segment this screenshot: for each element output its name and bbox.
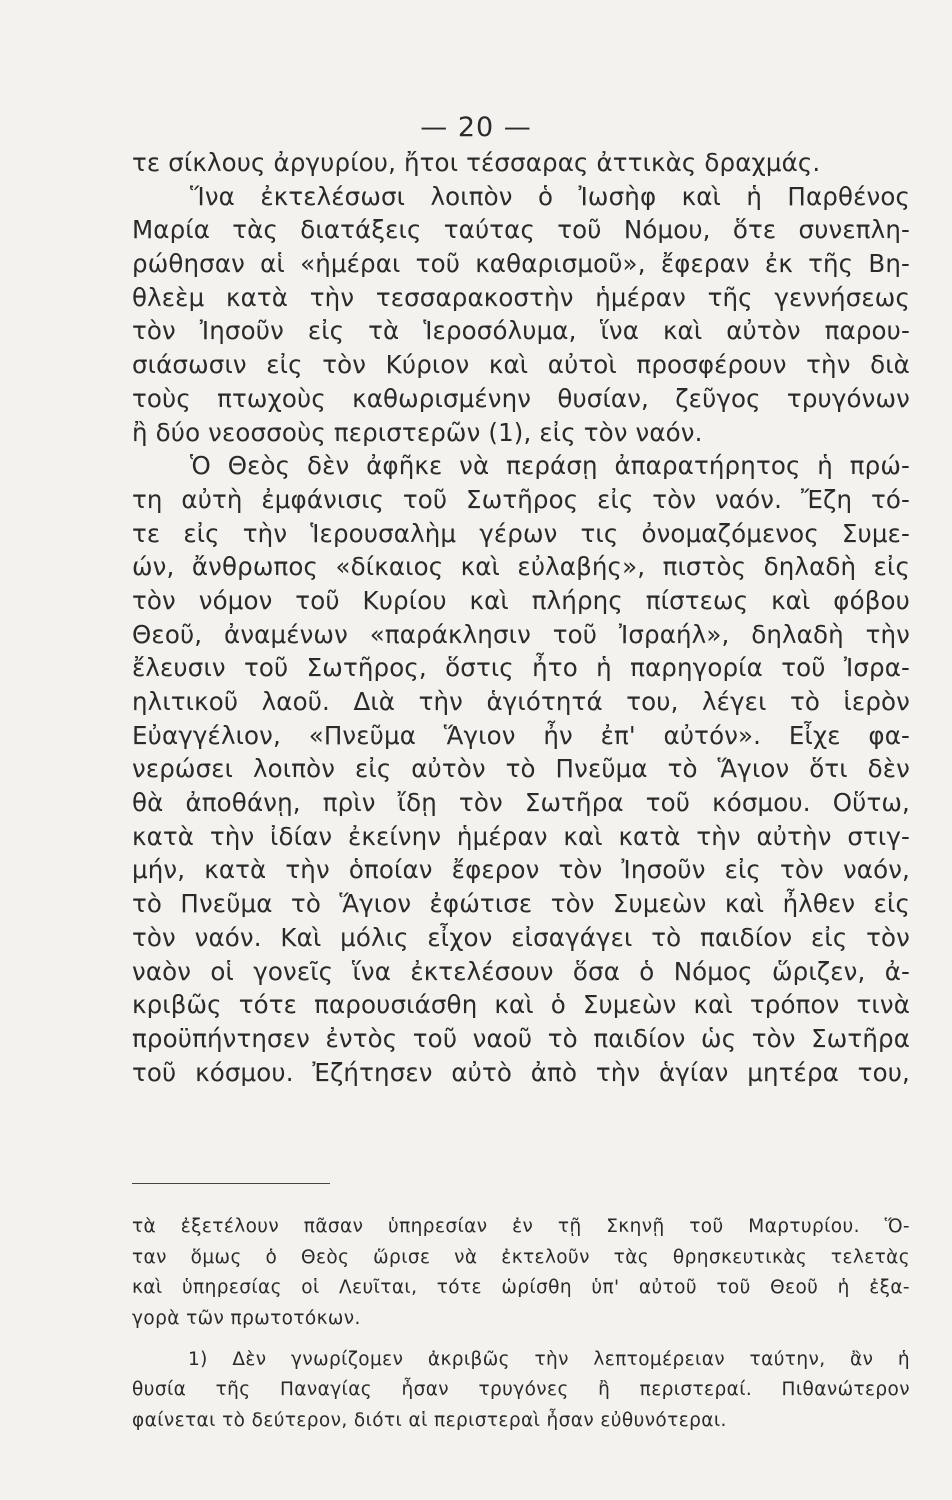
footnote-line: τὰ ἐξετέλουν πᾶσαν ὑπηρεσίαν ἐν τῇ Σκηνῇ τοῦ Μαρτυρίου. Ὅ- xyxy=(132,1216,910,1237)
text-line: ών, ἄνθρωπος «δίκαιος καὶ εὐλαβής», πιστὸς δηλαδὴ εἰς xyxy=(132,552,910,582)
body-text xyxy=(132,146,910,1089)
text-line: Θεοῦ, ἀναμένων «παράκλησιν τοῦ Ἰσραήλ», δηλαδὴ τὴν xyxy=(132,619,910,649)
footnote-line: γορὰ τῶν πρωτοτόκων. xyxy=(132,1308,361,1330)
text-line: τε εἰς τὴν Ἱερουσαλὴμ γέρων τις ὀνομαζόμενος Συμε- xyxy=(132,518,910,548)
text-line: ρώθησαν αἱ «ἡμέραι τοῦ καθαρισμοῦ», ἔφεραν ἐκ τῆς Βη- xyxy=(132,249,910,279)
text-line: νερώσει λοιπὸν εἰς αὐτὸν τὸ Πνεῦμα τὸ Ἅγιον ὅτι δὲν xyxy=(132,754,910,784)
text-line: θὰ ἀποθάνῃ, πρὶν ἴδῃ τὸν Σωτῆρα τοῦ κόσμου. Οὕτω, xyxy=(132,788,910,818)
footnotes xyxy=(132,1212,910,1437)
text-line: θλεὲμ κατὰ τὴν τεσσαρακοστὴν ἡμέραν τῆς γεννήσεως xyxy=(132,282,910,312)
text-line: τη αὐτὴ ἐμφάνισις τοῦ Σωτῆρος εἰς τὸν ναόν. Ἔζη τό- xyxy=(132,484,910,514)
page-number: — 20 — xyxy=(420,112,532,143)
text-line: τὸ Πνεῦμα τὸ Ἅγιον ἐφώτισε τὸν Συμεὼν καὶ ἦλθεν εἰς xyxy=(132,889,910,919)
text-line: τὸν ναόν. Καὶ μόλις εἶχον εἰσαγάγει τὸ παιδίον εἰς τὸν xyxy=(132,922,910,952)
text-line: σιάσωσιν εἰς τὸν Κύριον καὶ αὐτοὶ προσφέρουν τὴν διὰ xyxy=(132,350,910,380)
footnote-line: ταν ὅμως ὁ Θεὸς ὥρισε νὰ ἐκτελοῦν τὰς θρησκευτικὰς τελετὰς xyxy=(132,1246,910,1268)
text-line: τὸν νόμον τοῦ Κυρίου καὶ πλήρης πίστεως καὶ φόβου xyxy=(132,585,910,615)
footnote-divider xyxy=(132,1183,330,1184)
text-line: τὸν Ἰησοῦν εἰς τὰ Ἱεροσόλυμα, ἵνα καὶ αὐτὸν παρου- xyxy=(132,316,910,346)
text-line: ἢ δύο νεοσσοὺς περιστερῶν (1), εἰς τὸν ναόν. xyxy=(132,417,703,447)
text-line: κριβῶς τότε παρουσιάσθη καὶ ὁ Συμεὼν καὶ τρόπον τινὰ xyxy=(132,990,910,1020)
text-line: Ὁ Θεὸς δὲν ἀφῆκε νὰ περάσῃ ἀπαρατήρητος ἡ πρώ- xyxy=(190,451,910,481)
text-line: Ἵνα ἐκτελέσωσι λοιπὸν ὁ Ἰωσὴφ καὶ ἡ Παρθένος xyxy=(190,181,910,211)
text-line: ναὸν οἱ γονεῖς ἵνα ἐκτελέσουν ὅσα ὁ Νόμος ὥριζεν, ἀ- xyxy=(132,956,910,986)
footnote-line: φαίνεται τὸ δεύτερον, διότι αἱ περιστεραὶ ἦσαν εὐθυνότεραι. xyxy=(132,1410,727,1432)
text-line: Μαρία τὰς διατάξεις ταύτας τοῦ Νόμου, ὅτε συνεπλη- xyxy=(132,215,910,245)
text-line: ἔλευσιν τοῦ Σωτῆρος, ὅστις ἦτο ἡ παρηγορία τοῦ Ἰσρα- xyxy=(132,653,910,683)
text-line: τε σίκλους ἀργυρίου, ἤτοι τέσσαρας ἀττικὰς δραχμάς. xyxy=(132,148,821,177)
text-line: ηλιτικοῦ λαοῦ. Διὰ τὴν ἁγιότητά του, λέγει τὸ ἱερὸν xyxy=(132,687,910,716)
text-line: τοῦ κόσμου. Ἐζήτησεν αὐτὸ ἀπὸ τὴν ἁγίαν μητέρα του, xyxy=(132,1057,910,1087)
text-line: μήν, κατὰ τὴν ὁποίαν ἔφερον τὸν Ἰησοῦν εἰς τὸν ναόν, xyxy=(132,855,910,885)
footnote-line: 1) Δὲν γνωρίζομεν ἀκριβῶς τὴν λεπτομέρειαν ταύτην, ἂν ἡ xyxy=(188,1348,910,1370)
text-line: κατὰ τὴν ἰδίαν ἐκείνην ἡμέραν καὶ κατὰ τὴν αὐτὴν στιγ- xyxy=(132,821,910,851)
footnote-line: καὶ ὑπηρεσίας οἱ Λευῖται, τότε ὡρίσθη ὑπ' αὐτοῦ τοῦ Θεοῦ ἡ ἐξα- xyxy=(132,1277,910,1299)
footnote-line: θυσία τῆς Παναγίας ἦσαν τρυγόνες ἢ περιστεραί. Πιθανώτερον xyxy=(132,1379,910,1401)
text-line: Εὐαγγέλιον, «Πνεῦμα Ἅγιον ἦν ἐπ' αὐτόν». Εἶχε φα- xyxy=(132,720,910,750)
text-line: τοὺς πτωχοὺς καθωρισμένην θυσίαν, ζεῦγος τρυγόνων xyxy=(132,383,910,413)
text-line: προϋπήντησεν ἐντὸς τοῦ ναοῦ τὸ παιδίον ὡς τὸν Σωτῆρα xyxy=(132,1023,910,1053)
